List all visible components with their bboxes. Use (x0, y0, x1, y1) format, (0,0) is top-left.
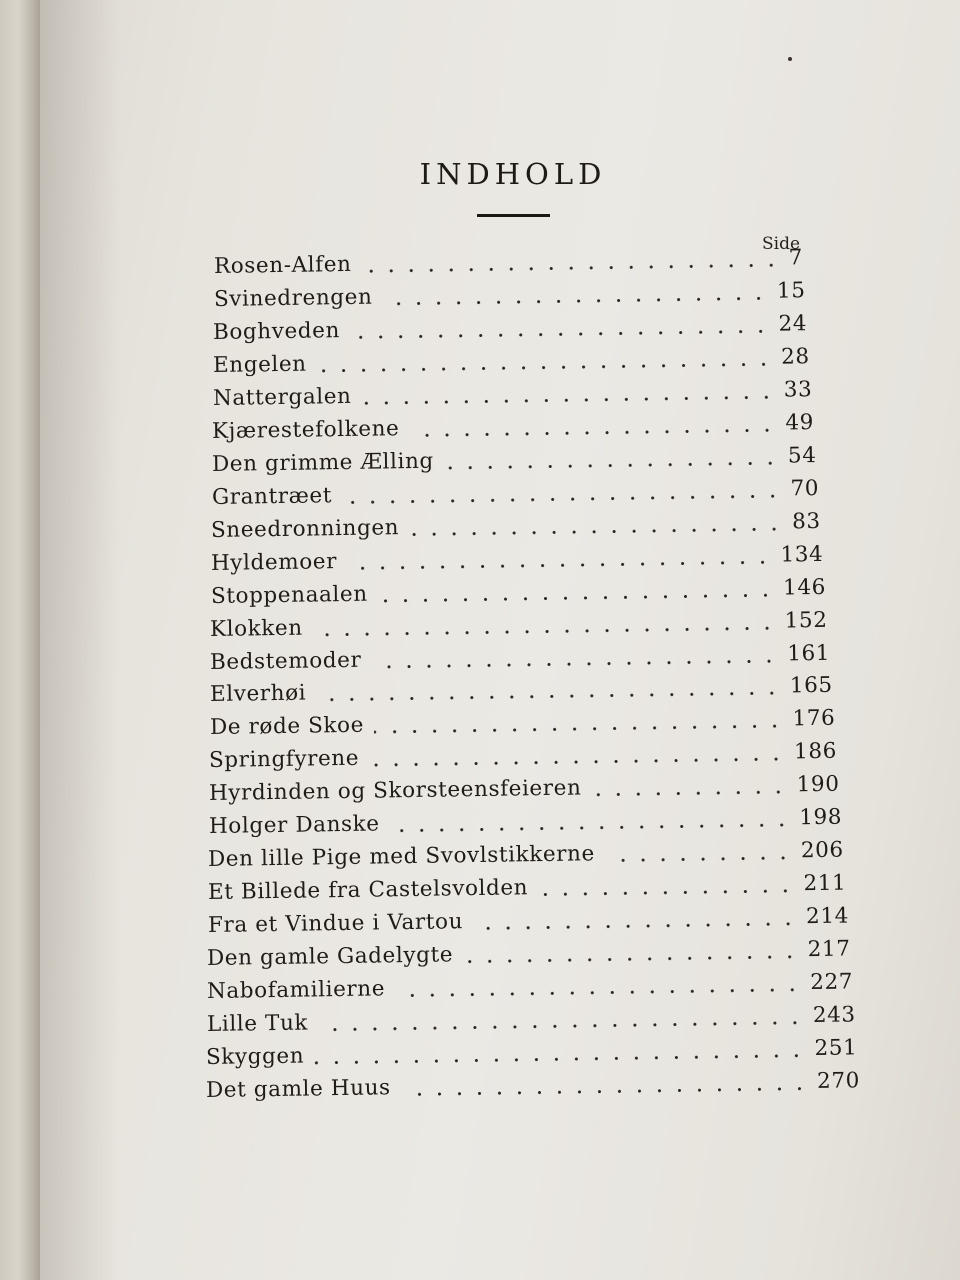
dot-leader (315, 1053, 807, 1065)
toc-entry-page-number: 176 (791, 706, 836, 732)
toc-entry-title: Et Billede fra Castelsvolden (207, 875, 529, 906)
toc-entry (211, 507, 821, 546)
toc-entry-page-number: 49 (785, 409, 815, 436)
dot-leader (605, 855, 793, 863)
toc-entry-page-number: 190 (796, 772, 840, 798)
toc-entry (213, 276, 805, 315)
toc-entry-page-number: 161 (787, 640, 831, 666)
toc-entry-page-number: 206 (800, 837, 845, 864)
toc-entry-page-number: 270 (816, 1068, 861, 1094)
toc-entry-page-number: 227 (810, 969, 854, 996)
title-rule (477, 214, 550, 217)
toc-entry-page-number: 217 (807, 936, 851, 963)
toc-entry (206, 1066, 860, 1106)
toc-entry (214, 243, 803, 282)
dot-leader (316, 690, 782, 702)
toc-entry-title: Holger Danske (208, 811, 380, 840)
toc-entry-title: Fra et Vindue i Vartou (207, 909, 463, 939)
dot-leader (361, 394, 775, 405)
dot-leader (369, 756, 786, 767)
dot-leader (389, 822, 791, 833)
toc-entry-title: Svinedrengen (213, 284, 373, 312)
toc-entry-page-number: 7 (788, 245, 804, 271)
dot-leader (463, 954, 800, 964)
toc-entry-title: Hyldemoer (210, 548, 338, 576)
toc-entry-page-number: 214 (805, 903, 849, 930)
toc-entry-title: Den grimme Ælling (211, 448, 435, 477)
dot-leader (591, 789, 788, 797)
toc-entry (213, 342, 810, 381)
toc-entry-title: Lille Tuk (206, 1010, 308, 1038)
toc-entry-page-number: 83 (792, 508, 822, 535)
dot-leader (317, 361, 774, 373)
toc-entry-title: Sneedronningen (211, 514, 400, 543)
toc-entry-title: Hyrdinden og Skorsteensfeieren (208, 775, 582, 807)
dot-leader (401, 1086, 809, 1097)
toc-entry-title: De røde Skoe (209, 713, 364, 741)
toc-entry-page-number: 152 (784, 607, 829, 634)
toc-entry-title: Nabofamilierne (206, 976, 386, 1005)
toc-entry-title: Bedstemoder (209, 647, 362, 675)
toc-entry-page-number: 198 (798, 804, 842, 831)
toc-entry-page-number: 33 (783, 376, 813, 403)
toc-entry-title: Skyggen (206, 1043, 305, 1071)
toc-entry-page-number: 54 (787, 442, 817, 469)
toc-entry (213, 309, 808, 348)
toc-entry-title: Stoppenaalen (210, 581, 368, 609)
toc-entry (210, 605, 828, 644)
toc-entry-page-number: 186 (794, 739, 838, 765)
toc-entry-title: Nattergalen (212, 383, 352, 411)
toc-entry-page-number: 70 (790, 475, 820, 502)
dot-leader (347, 559, 773, 570)
toc-entry-title: Springfyrene (208, 746, 360, 774)
dot-leader (372, 658, 780, 669)
page-title: INDHOLD (419, 157, 607, 191)
dot-leader (444, 460, 780, 470)
toc-entry-page-number: 251 (814, 1035, 858, 1062)
paper-speck (788, 57, 792, 61)
toc-entry-title: Engelen (212, 351, 307, 378)
dot-leader (410, 526, 785, 537)
dot-leader (313, 625, 777, 637)
toc-entry-page-number: 134 (780, 541, 824, 568)
toc-entry (212, 474, 820, 513)
dot-leader (382, 295, 769, 306)
toc-entry (211, 540, 824, 579)
dot-leader (410, 427, 778, 437)
toc-entry-title: Rosen-Alfen (213, 251, 352, 279)
dot-leader (318, 1020, 805, 1032)
toc-entry-title: Det gamle Huus (205, 1075, 391, 1103)
dot-leader (362, 262, 781, 273)
toc-entry-page-number: 146 (782, 574, 826, 601)
dot-leader (342, 493, 783, 505)
toc-entry (211, 572, 826, 611)
toc-entry-title: Klokken (210, 615, 304, 642)
toc-entry-page-number: 24 (778, 311, 808, 337)
toc-entry-title: Elverhøi (209, 681, 307, 708)
toc-entry (212, 408, 814, 447)
dot-leader (473, 921, 798, 931)
toc-entry-page-number: 28 (781, 344, 810, 370)
toc-entry-title: Kjærestefolkene (212, 416, 400, 444)
toc-entry-page-number: 243 (812, 1002, 856, 1029)
toc-entry-title: Boghveden (213, 318, 341, 345)
toc-entry (212, 375, 812, 414)
page-column-label: Side (762, 234, 801, 254)
dot-leader (378, 592, 775, 603)
toc-entry-page-number: 211 (803, 870, 847, 897)
toc-entry-title: Den gamle Gadelygte (207, 942, 454, 972)
dot-leader (350, 328, 771, 339)
toc-entry (212, 441, 817, 480)
toc-entry-title: Grantræet (211, 482, 332, 510)
toc-entry-title: Den lille Pige med Svovlstikkerne (208, 841, 596, 873)
toc-entry-page-number: 165 (789, 673, 833, 699)
dot-leader (395, 987, 802, 998)
toc-entry-page-number: 15 (776, 278, 806, 304)
dot-leader (374, 723, 785, 734)
dot-leader (538, 888, 795, 897)
